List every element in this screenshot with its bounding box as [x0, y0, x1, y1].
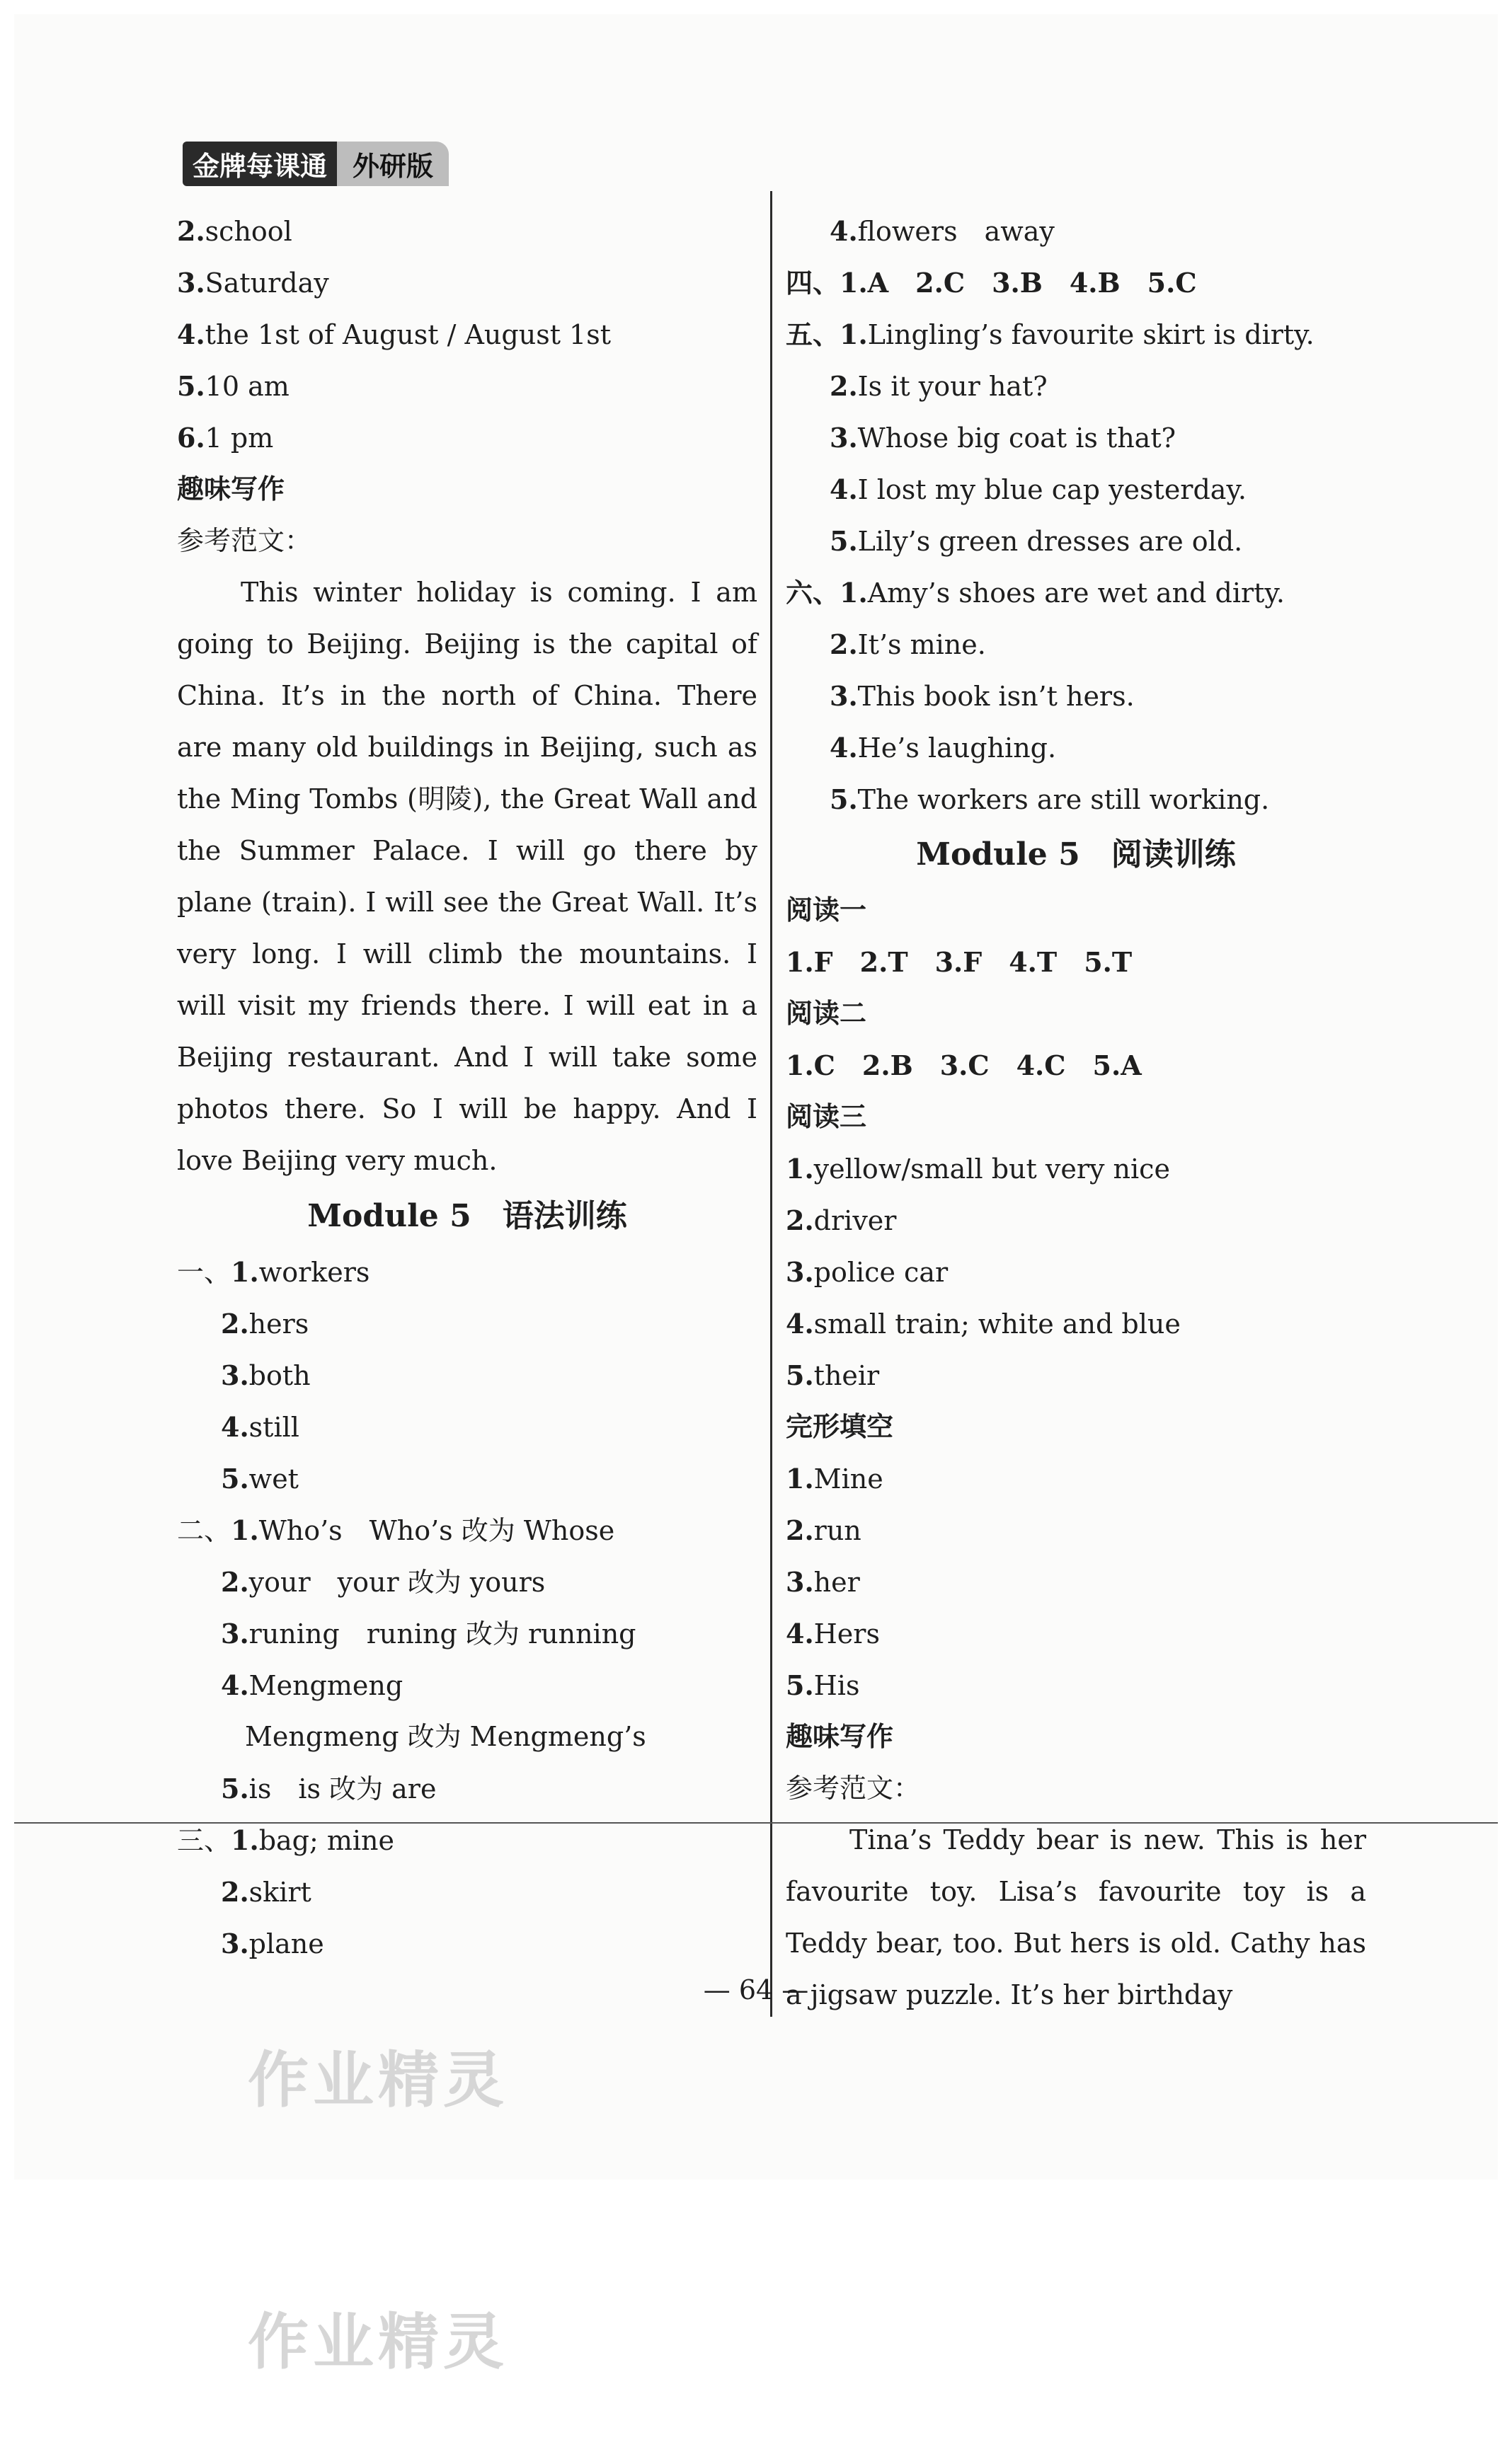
answer-item: 一、1.workers — [177, 1256, 370, 1288]
reading-heading: 阅读二 — [786, 998, 867, 1029]
answer-item: 2.school — [177, 215, 292, 247]
answer-item: 6.1 pm — [177, 422, 274, 454]
answer-item: 二、1.Who’s Who’s 改为 Whose — [177, 1514, 615, 1546]
answer-item: 2.your your 改为 yours — [221, 1566, 546, 1598]
answer-item: 3.runing runing 改为 running — [221, 1618, 636, 1650]
brand-label: 金牌每课通 — [183, 142, 337, 186]
answer-item: 2.It’s mine. — [830, 628, 986, 660]
writing-heading: 趣味写作 — [177, 473, 285, 505]
answer-item: 4.I lost my blue cap yesterday. — [830, 473, 1247, 505]
answer-item: 四、1.A 2.C 3.B 4.B 5.C — [786, 267, 1197, 299]
cloze-heading: 完形填空 — [786, 1411, 894, 1442]
answer-item: 五、1.Lingling’s favourite skirt is dirty. — [786, 318, 1315, 350]
sample-essay: Tina’s Teddy bear is new. This is her favourite toy. Lisa’s favourite toy is a Teddy bear, too. But hers is old. Cathy has a jigsaw puzzle. It’s her birthday — [786, 1824, 1366, 2010]
answer-item: 2.Is it your hat? — [830, 370, 1048, 402]
answer-item: 5.their — [786, 1359, 880, 1391]
answer-item: 3.her — [786, 1566, 860, 1598]
answer-item: 4.flowers away — [830, 215, 1055, 247]
answer-item: 4.Hers — [786, 1618, 880, 1650]
watermark: 作业精灵 — [248, 2045, 508, 2116]
answer-item: 5.Lily’s green dresses are old. — [830, 525, 1243, 557]
reading-heading: 阅读三 — [786, 1101, 867, 1132]
answer-item: 3.both — [221, 1359, 311, 1391]
answer-continuation: Mengmeng 改为 Mengmeng’s — [245, 1721, 646, 1752]
answer-item: 3.Saturday — [177, 267, 329, 299]
answer-item: 2.run — [786, 1514, 861, 1546]
book-header — [183, 145, 449, 182]
writing-heading: 趣味写作 — [786, 1721, 894, 1752]
answer-item: 3.police car — [786, 1256, 949, 1288]
answer-row: 1.C 2.B 3.C 4.C 5.A — [786, 1049, 1142, 1081]
answer-item: 三、1.bag; mine — [177, 1824, 395, 1856]
answer-item: 六、1.Amy’s shoes are wet and dirty. — [786, 577, 1285, 609]
watermark: 作业精灵 — [248, 2307, 508, 2378]
answer-item: 3.plane — [221, 1928, 324, 1959]
answer-item: 4.He’s laughing. — [830, 732, 1057, 764]
column-divider — [770, 191, 772, 2017]
grammar-section-title: Module 5 语法训练 — [307, 1198, 627, 1234]
answer-item: 1.yellow/small but very nice — [786, 1153, 1170, 1185]
answer-item: 3.Whose big coat is that? — [830, 422, 1176, 454]
sample-essay: This winter holiday is coming. I am going to Beijing. Beijing is the capital of China. It’s in the north of China. There are many old buildings in Beijing, such as the Ming Tombs (明陵), the Great Wall and the Summer Palace. I will go there by plane (train). I will see the Great Wall. It’s very long. I will climb the mountains. I will visit my friends there. I will eat in a Beijing restaurant. And I will take some photos there. So I will be happy. And I love Beijing very much. — [177, 577, 757, 1176]
answer-item: 4.Mengmeng — [221, 1669, 403, 1701]
page-number: — 64 — — [703, 1974, 809, 2005]
left-column — [177, 205, 757, 1969]
answer-item: 5.wet — [221, 1463, 299, 1495]
answer-item: 4.small train; white and blue — [786, 1308, 1181, 1340]
answer-item: 4.the 1st of August / August 1st — [177, 318, 611, 350]
answer-item: 5.is is 改为 are — [221, 1773, 437, 1804]
sample-label: 参考范文： — [786, 1773, 921, 1804]
answer-item: 3.This book isn’t hers. — [830, 680, 1135, 712]
edition-label: 外研版 — [337, 142, 449, 186]
answer-item: 5.The workers are still working. — [830, 783, 1270, 815]
answer-item: 1.Mine — [786, 1463, 883, 1495]
answer-item: 2.skirt — [221, 1876, 311, 1908]
answer-item: 2.driver — [786, 1204, 897, 1236]
answer-item: 4.still — [221, 1411, 299, 1443]
reading-heading: 阅读一 — [786, 894, 867, 926]
answer-item: 5.His — [786, 1669, 860, 1701]
right-column — [786, 205, 1366, 2021]
answer-row: 1.F 2.T 3.F 4.T 5.T — [786, 946, 1133, 978]
answer-item: 5.10 am — [177, 370, 290, 402]
answer-item: 2.hers — [221, 1308, 309, 1340]
sample-label: 参考范文： — [177, 525, 312, 556]
reading-section-title: Module 5 阅读训练 — [916, 836, 1236, 873]
